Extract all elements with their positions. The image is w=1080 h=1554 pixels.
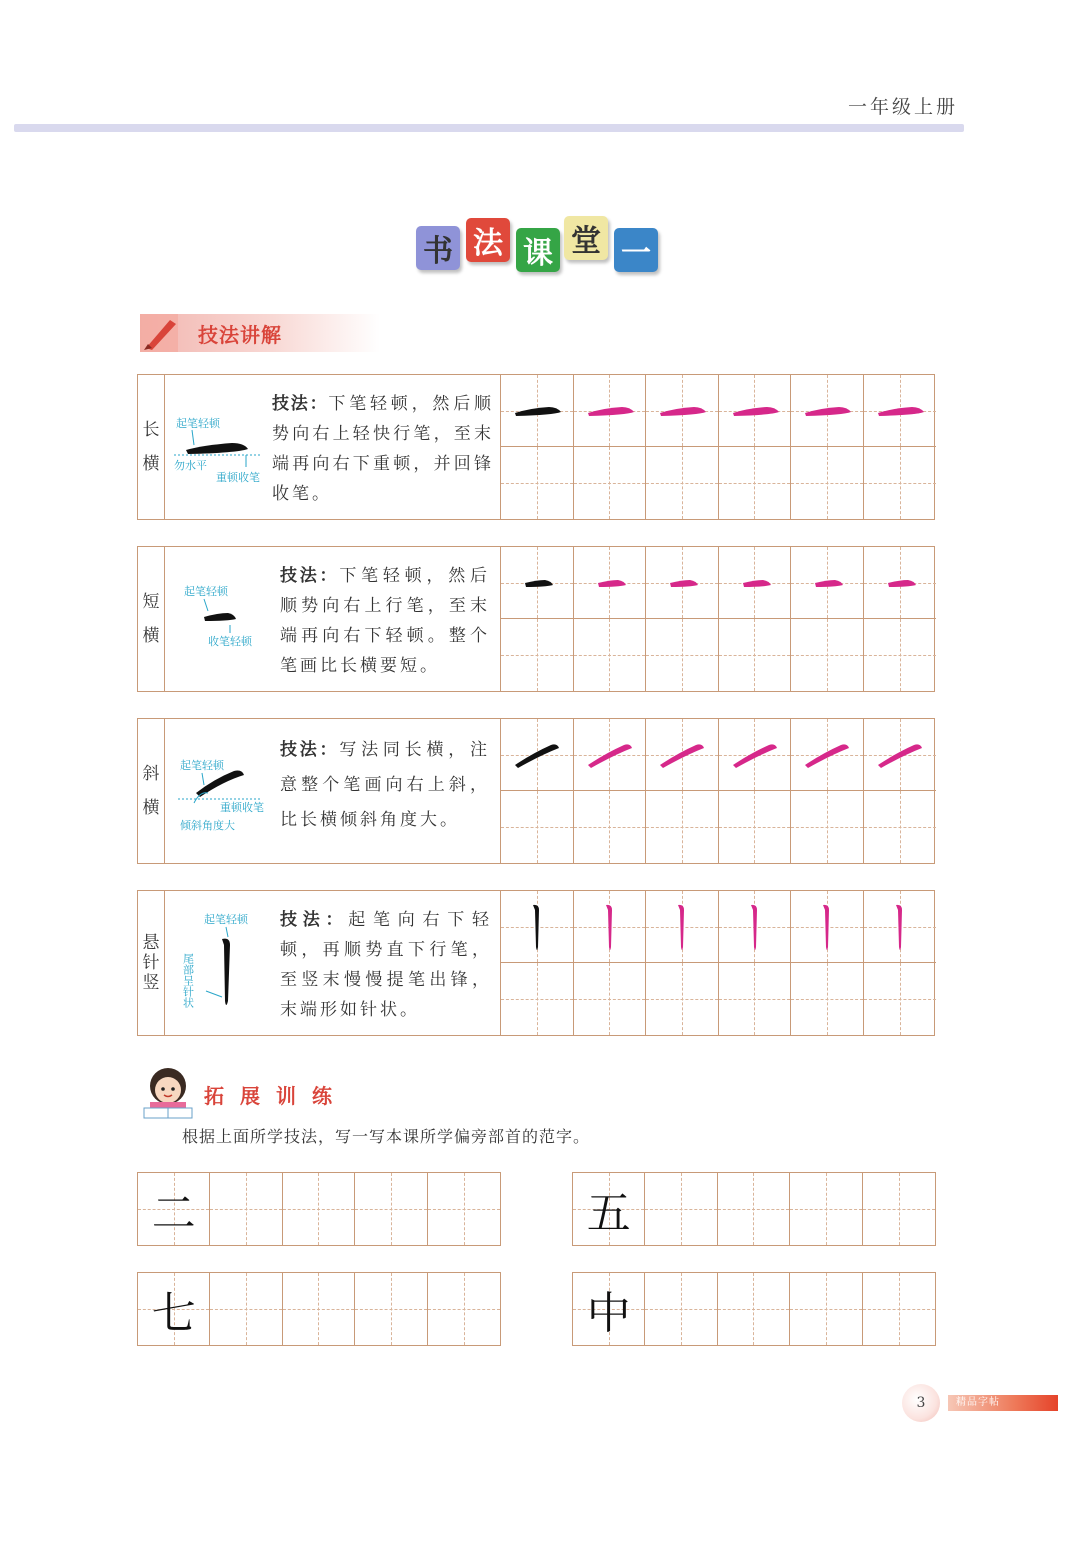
practice-grid — [500, 891, 936, 1035]
trace-cell[interactable] — [864, 375, 937, 447]
trace-cell[interactable] — [791, 547, 864, 619]
blank-cell[interactable] — [718, 1273, 790, 1345]
technique-body: 下笔轻顿，然后顺势向右上行笔，至末端再向右下轻顿。整个笔画比长横要短。 — [280, 566, 491, 676]
title-tile-2: 法 — [466, 218, 510, 262]
example-cell — [501, 547, 574, 619]
practice-row-char-3 — [137, 1272, 501, 1346]
blank-cell[interactable] — [718, 1173, 790, 1245]
annotation: 收笔轻顿 — [208, 635, 252, 648]
blank-cell[interactable] — [574, 791, 647, 863]
title-tile-1: 书 — [416, 226, 460, 270]
trace-cell[interactable] — [791, 719, 864, 791]
example-char-cell — [573, 1173, 645, 1245]
blank-cell[interactable] — [645, 1173, 717, 1245]
technique-body: 写法同长横，注意整个笔画向右上斜，比长横倾斜角度大。 — [280, 740, 491, 830]
trace-cell[interactable] — [574, 719, 647, 791]
practice-row-char-2 — [572, 1172, 936, 1246]
technique-label: 技法： — [280, 566, 340, 586]
technique-text — [272, 389, 494, 509]
blank-cell[interactable] — [646, 447, 719, 519]
blank-cell[interactable] — [864, 619, 937, 691]
trace-cell[interactable] — [864, 547, 937, 619]
stroke-name-char: 横 — [142, 626, 160, 646]
heading-char: 练 — [312, 1083, 332, 1108]
stroke-name-char: 斜 — [142, 764, 160, 784]
example-char-cell — [138, 1273, 210, 1345]
stroke-name — [138, 547, 165, 691]
trace-cell[interactable] — [646, 547, 719, 619]
technique-body: 起笔向右下轻顿，再顺势直下行笔，至竖末慢慢提笔出锋，末端形如针状。 — [280, 910, 492, 1020]
blank-cell[interactable] — [501, 447, 574, 519]
stroke-row-hanging-needle-vertical — [137, 890, 935, 1036]
stroke-diagram — [164, 547, 272, 691]
stroke-diagram — [164, 891, 272, 1035]
stroke-name-char: 悬 — [142, 933, 160, 953]
blank-cell[interactable] — [790, 1173, 862, 1245]
technique-body: 下笔轻顿，然后顺势向右上轻快行笔，至末端再向右下重顿，并回锋收笔。 — [272, 394, 495, 504]
practice-row-char-1 — [137, 1172, 501, 1246]
heading-char: 拓 — [204, 1083, 224, 1108]
technique-label: 技法： — [280, 910, 349, 930]
heading-char: 训 — [276, 1083, 296, 1108]
grade-label: 一年级上册 — [847, 96, 958, 118]
blank-cell[interactable] — [501, 619, 574, 691]
blank-cell[interactable] — [574, 619, 647, 691]
stroke-name-char: 竖 — [142, 973, 160, 993]
example-cell — [501, 891, 574, 963]
technique-label: 技法： — [272, 394, 329, 414]
practice-row-char-4 — [572, 1272, 936, 1346]
blank-cell[interactable] — [355, 1173, 427, 1245]
practice-grid — [500, 375, 936, 519]
trace-cell[interactable] — [646, 719, 719, 791]
page-number: 3 — [902, 1384, 940, 1422]
annotation: 重顿收笔 — [220, 801, 264, 814]
section-heading-label: 技法讲解 — [198, 323, 282, 347]
blank-cell[interactable] — [574, 963, 647, 1035]
blank-cell[interactable] — [645, 1273, 717, 1345]
blank-cell[interactable] — [501, 791, 574, 863]
heading-char: 展 — [240, 1083, 260, 1108]
blank-cell[interactable] — [210, 1173, 282, 1245]
blank-cell[interactable] — [863, 1273, 935, 1345]
trace-cell[interactable] — [574, 547, 647, 619]
blank-cell[interactable] — [790, 1273, 862, 1345]
trace-cell[interactable] — [646, 375, 719, 447]
technique-text — [280, 561, 490, 681]
stroke-name-char: 长 — [142, 420, 160, 440]
example-char: 七 — [151, 1288, 196, 1339]
header-divider — [14, 124, 964, 132]
stroke-name-char: 针 — [142, 953, 160, 973]
technique-text — [280, 733, 490, 838]
blank-cell[interactable] — [428, 1273, 500, 1345]
blank-cell[interactable] — [719, 619, 792, 691]
technique-section-heading — [140, 314, 380, 352]
title-tile-5: 一 — [614, 228, 658, 272]
blank-cell[interactable] — [863, 1173, 935, 1245]
blank-cell[interactable] — [719, 963, 792, 1035]
blank-cell[interactable] — [210, 1273, 282, 1345]
annotation: 勿水平 — [174, 459, 207, 472]
practice-grid — [500, 547, 936, 691]
example-char-cell — [573, 1273, 645, 1345]
stroke-diagram — [164, 719, 272, 863]
example-char-cell — [138, 1173, 210, 1245]
blank-cell[interactable] — [646, 791, 719, 863]
title-tile-4: 堂 — [564, 216, 608, 260]
stroke-name-char: 横 — [142, 454, 160, 474]
trace-cell[interactable] — [574, 891, 647, 963]
annotation: 起笔轻顿 — [204, 913, 248, 926]
extension-heading-chars — [198, 1078, 338, 1110]
stroke-name — [138, 719, 165, 863]
annotation: 起笔轻顿 — [180, 759, 224, 772]
instruction-text: 根据上面所学技法，写一写本课所学偏旁部首的范字。 — [182, 1127, 591, 1146]
trace-cell[interactable] — [791, 891, 864, 963]
example-char: 二 — [151, 1188, 196, 1239]
blank-cell[interactable] — [791, 619, 864, 691]
technique-label: 技法： — [280, 740, 340, 760]
trace-cell[interactable] — [719, 891, 792, 963]
stroke-diagram — [164, 375, 272, 519]
blank-cell[interactable] — [355, 1273, 427, 1345]
blank-cell[interactable] — [791, 791, 864, 863]
blank-cell[interactable] — [719, 447, 792, 519]
blank-cell[interactable] — [864, 791, 937, 863]
blank-cell[interactable] — [283, 1273, 355, 1345]
example-char: 中 — [586, 1288, 631, 1339]
trace-cell[interactable] — [719, 547, 792, 619]
girl-reading-icon — [140, 1062, 196, 1122]
stroke-name — [138, 375, 165, 519]
trace-cell[interactable] — [646, 891, 719, 963]
example-char: 五 — [586, 1188, 631, 1239]
brush-pen-icon — [140, 314, 188, 352]
example-cell — [501, 375, 574, 447]
trace-cell[interactable] — [791, 375, 864, 447]
lesson-title — [412, 214, 672, 284]
title-tile-3: 课 — [516, 228, 560, 272]
annotation: 起笔轻顿 — [176, 417, 220, 430]
stroke-name-char: 横 — [142, 798, 160, 818]
blank-cell[interactable] — [646, 619, 719, 691]
blank-cell[interactable] — [791, 447, 864, 519]
trace-cell[interactable] — [719, 375, 792, 447]
trace-cell[interactable] — [719, 719, 792, 791]
brand-label: 精品字帖 — [948, 1395, 1058, 1411]
example-cell — [501, 719, 574, 791]
annotation: 重顿收笔 — [216, 471, 260, 484]
blank-cell[interactable] — [428, 1173, 500, 1245]
practice-grid — [500, 719, 936, 863]
trace-cell[interactable] — [864, 891, 937, 963]
stroke-name-char: 短 — [142, 592, 160, 612]
blank-cell[interactable] — [501, 963, 574, 1035]
stroke-name — [138, 891, 165, 1035]
technique-text — [280, 905, 492, 1025]
stroke-row-slanted-horizontal — [137, 718, 935, 864]
blank-cell[interactable] — [574, 447, 647, 519]
blank-cell[interactable] — [646, 963, 719, 1035]
stroke-row-long-horizontal — [137, 374, 935, 520]
blank-cell[interactable] — [283, 1173, 355, 1245]
blank-cell[interactable] — [864, 447, 937, 519]
annotation: 倾斜角度大 — [180, 819, 235, 832]
blank-cell[interactable] — [719, 791, 792, 863]
trace-cell[interactable] — [864, 719, 937, 791]
stroke-row-short-horizontal — [137, 546, 935, 692]
trace-cell[interactable] — [574, 375, 647, 447]
blank-cell[interactable] — [864, 963, 937, 1035]
annotation: 尾部呈针状 — [181, 953, 195, 1008]
extension-training-heading — [140, 1062, 360, 1122]
annotation: 起笔轻顿 — [184, 585, 228, 598]
blank-cell[interactable] — [791, 963, 864, 1035]
